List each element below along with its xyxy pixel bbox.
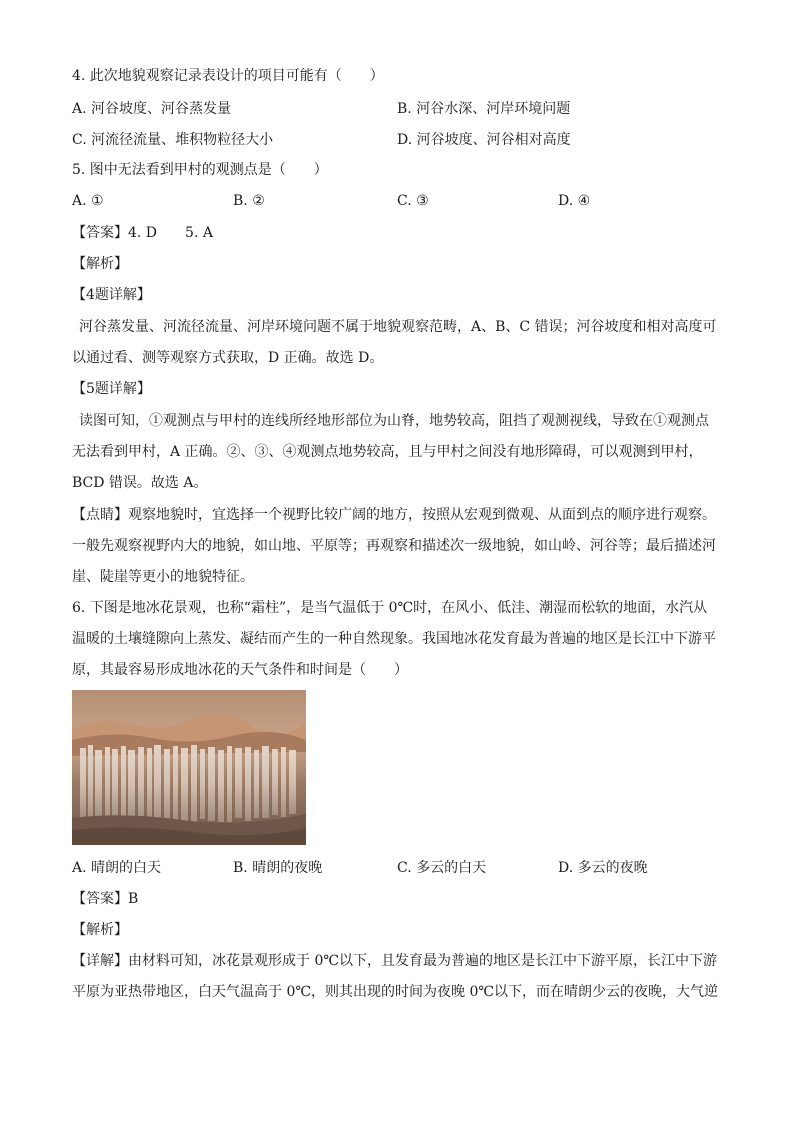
- ice-flower-photo: [72, 690, 306, 845]
- analysis-label: 【解析】: [72, 256, 128, 272]
- q6-stem-line: 原，其最容易形成地冰花的天气条件和时间是（ ）: [72, 662, 408, 678]
- tip-line: 一般先观察视野内大的地貌，如山地、平原等；再观察和描述次一级地貌，如山岭、河谷等；最后描述河: [72, 538, 716, 554]
- q5-detail-line: BCD 错误。故选 A。: [72, 475, 208, 491]
- q4-detail-label: 【4题详解】: [72, 287, 151, 303]
- detail-6-line: 平原为亚热带地区，白天气温高于 0℃，则其出现的时间为夜晚 0℃以下，而在晴朗少云的夜晚，大气逆: [72, 984, 719, 1000]
- answer-4-5: 【答案】4. D 5. A: [72, 225, 213, 241]
- q5-option-c: C. ③: [397, 193, 429, 209]
- answer-6: 【答案】B: [72, 891, 139, 907]
- q6-option-d: D. 多云的夜晚: [558, 860, 648, 876]
- q4-option-d: D. 河谷坡度、河谷相对高度: [397, 132, 571, 148]
- detail-6-line: 【详解】由材料可知，冰花景观形成于 0℃以下，且发育最为普遍的地区是长江中下游平原，长江中下游: [72, 953, 718, 969]
- q5-option-b: B. ②: [233, 193, 265, 209]
- q5-stem: 5. 图中无法看到甲村的观测点是（ ）: [72, 162, 328, 178]
- q4-option-a: A. 河谷坡度、河谷蒸发量: [72, 101, 232, 117]
- q4-detail-line: 以通过看、测等观察方式获取，D 正确。故选 D。: [72, 350, 384, 366]
- q5-detail-line: 无法看到甲村，A 正确。②、③、④观测点地势较高，且与甲村之间没有地形障碍，可以观测到甲村，: [72, 444, 703, 460]
- q6-option-a: A. 晴朗的白天: [72, 860, 162, 876]
- q5-option-a: A. ①: [72, 193, 104, 209]
- q4-option-b: B. 河谷水深、河岸环境问题: [397, 101, 571, 117]
- q6-stem-line: 6. 下图是地冰花景观，也称“霜柱”，是当气温低于 0℃时，在风小、低洼、潮湿而松软的地面，水汽从: [72, 600, 708, 616]
- q4-detail-line: 河谷蒸发量、河流径流量、河岸环境问题不属于地貌观察范畴，A、B、C 错误；河谷坡度和相对高度可: [79, 319, 717, 335]
- q5-option-d: D. ④: [558, 193, 591, 209]
- tip-line: 【点睛】观察地貌时，宜选择一个视野比较广阔的地方，按照从宏观到微观、从面到点的顺序进行观察。: [72, 507, 716, 523]
- q6-stem-line: 温暖的土壤缝隙向上蒸发、凝结而产生的一种自然现象。我国地冰花发育最为普遍的地区是长江中下游平: [72, 631, 716, 647]
- q6-option-b: B. 晴朗的夜晚: [233, 860, 323, 876]
- analysis-6-label: 【解析】: [72, 922, 128, 938]
- tip-line: 崖、陡崖等更小的地貌特征。: [72, 569, 254, 585]
- q5-detail-line: 读图可知，①观测点与甲村的连线所经地形部位为山脊，地势较高，阻挡了观测视线，导致在①观测点: [79, 413, 709, 429]
- q4-stem: 4. 此次地貌观察记录表设计的项目可能有（ ）: [72, 68, 384, 84]
- q6-option-c: C. 多云的白天: [397, 860, 487, 876]
- q5-detail-label: 【5题详解】: [72, 381, 151, 397]
- q4-option-c: C. 河流径流量、堆积物粒径大小: [72, 132, 274, 148]
